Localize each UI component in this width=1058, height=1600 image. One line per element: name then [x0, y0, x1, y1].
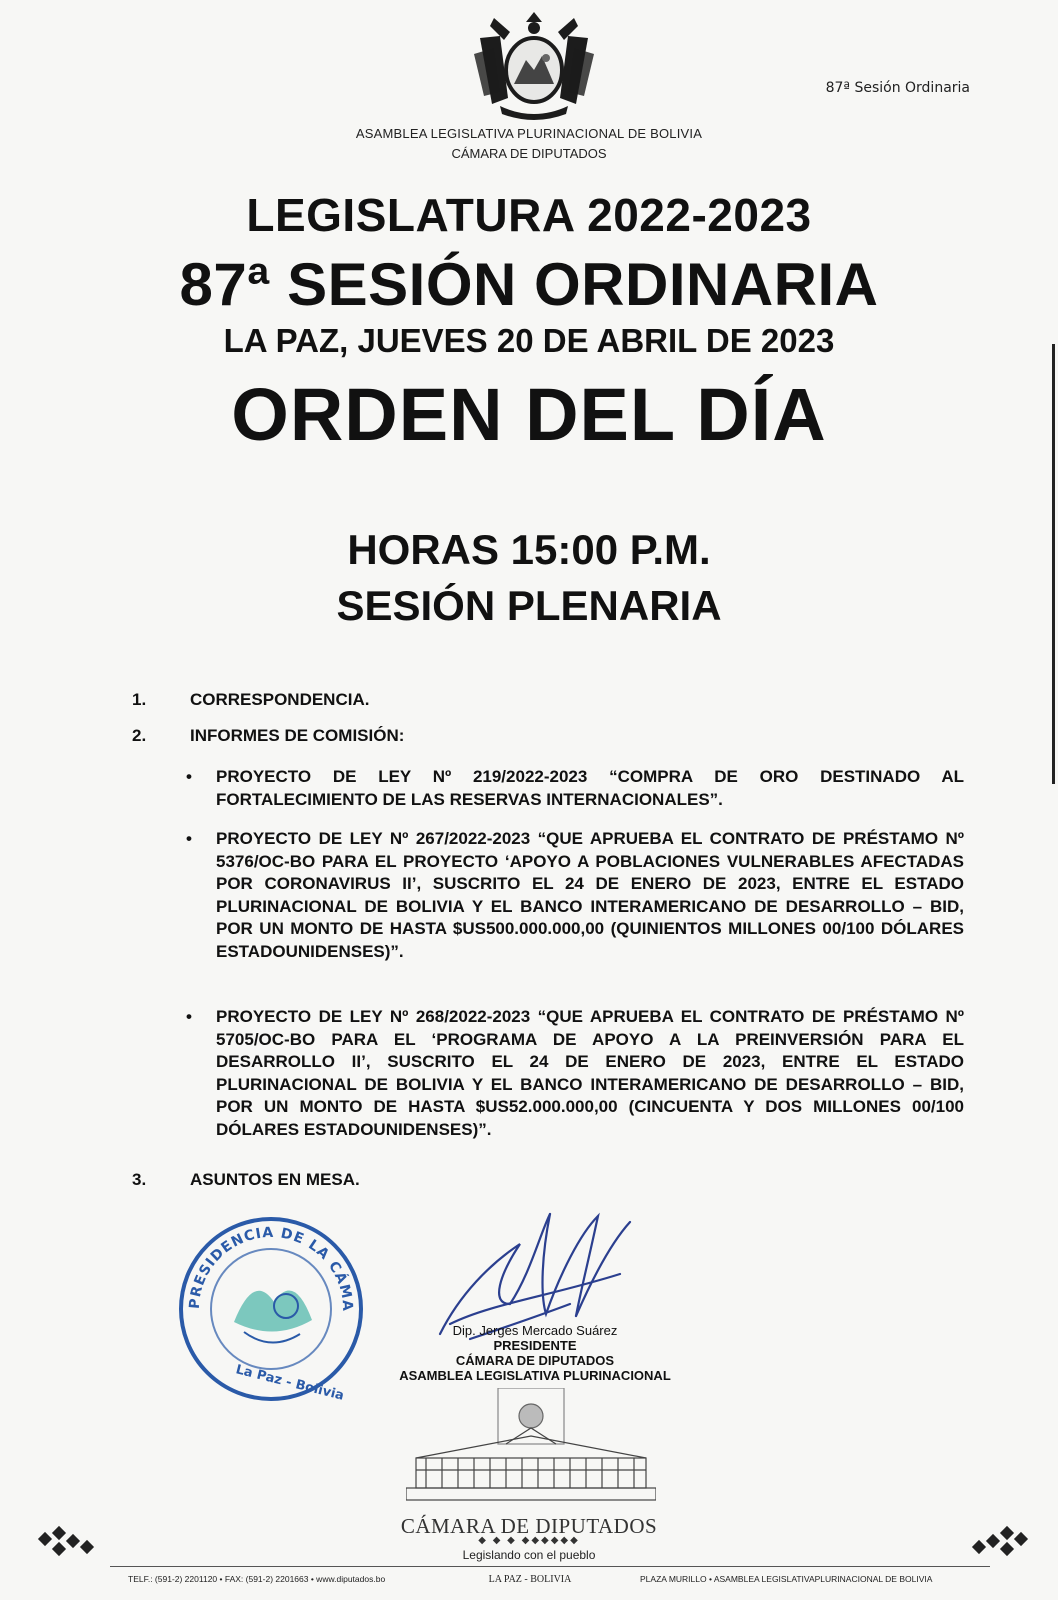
- signatory-title: PRESIDENTE: [493, 1338, 577, 1353]
- footer-ornament-icon: ◆ ◆ ◆ ◆◆◆◆◆◆: [478, 1535, 580, 1546]
- agenda-item-number: 2.: [132, 726, 147, 745]
- agenda-item-number: 3.: [132, 1170, 147, 1189]
- session-time: HORAS 15:00 P.M.: [347, 526, 711, 573]
- agenda-title: ORDEN DEL DÍA: [231, 373, 827, 456]
- decorative-pattern-icon: [966, 1524, 1030, 1569]
- footer-motto: Legislando con el pueblo: [462, 1548, 596, 1562]
- decorative-pattern-icon: [36, 1524, 100, 1569]
- svg-text:La Paz - Bolivia: La Paz - Bolivia: [234, 1362, 346, 1404]
- signatory-assembly: ASAMBLEA LEGISLATIVA PLURINACIONAL: [399, 1368, 671, 1383]
- bill-item: [186, 828, 964, 963]
- chamber-name: CÁMARA DE DIPUTADOS: [451, 146, 607, 161]
- footer-divider: [110, 1566, 990, 1567]
- footer-brand: CÁMARA DE DIPUTADOS: [400, 1514, 658, 1538]
- footer-contact: TELF.: (591-2) 2201120 • FAX: (591-2) 2201663 • www.diputados.bo: [128, 1574, 386, 1584]
- agenda-item-text: ASUNTOS EN MESA.: [190, 1170, 360, 1189]
- bullet-icon: •: [186, 767, 192, 786]
- agenda-item-number: 1.: [132, 690, 147, 709]
- bill-text: PROYECTO DE LEY Nº 267/2022-2023 “QUE APRUEBA EL CONTRATO DE PRÉSTAMO Nº 5376/OC-BO PARA EL PROYECTO ‘APOYO A POBLACIONES VULNERABLES AFECTADAS POR CORONAVIRUS II’, SUSCRITO EL 24 DE ENERO DE 2023, ENTRE EL ESTADO PLURINACIONAL DE BOLIVIA Y EL BANCO INTERAMERICANO DE DESARROLLO – BID, POR UN MONTO DE HASTA $US500.000.000,00 (QUINIENTOS MILLONES 00/100 DÓLARES ESTADOUNIDENSES)”.: [216, 829, 964, 961]
- bullet-icon: •: [186, 1007, 192, 1026]
- coat-of-arms-icon: [470, 8, 598, 129]
- agenda-item-text: INFORMES DE COMISIÓN:: [190, 726, 405, 745]
- signatory-chamber: CÁMARA DE DIPUTADOS: [455, 1353, 615, 1368]
- bill-text: PROYECTO DE LEY Nº 219/2022-2023 “COMPRA DE ORO DESTINADO AL FORTALECIMIENTO DE LAS RESERVAS INTERNACIONALES”.: [216, 767, 964, 809]
- session-label: 87ª Sesión Ordinaria: [825, 80, 970, 96]
- session-type: SESIÓN PLENARIA: [336, 582, 722, 629]
- official-stamp: [174, 1212, 368, 1411]
- bill-item: [186, 1006, 964, 1141]
- bill-item: [186, 766, 964, 811]
- bullet-icon: •: [186, 829, 192, 848]
- signatory-name: Dip. Jerges Mercado Suárez: [452, 1323, 618, 1338]
- agenda-item: [132, 690, 632, 714]
- institution-name: ASAMBLEA LEGISLATIVA PLURINACIONAL DE BOLIVIA: [355, 126, 703, 141]
- footer-address: PLAZA MURILLO • ASAMBLEA LEGISLATIVAPLURINACIONAL DE BOLIVIA: [640, 1574, 933, 1584]
- agenda-item-text: CORRESPONDENCIA.: [190, 690, 370, 709]
- footer-city: LA PAZ - BOLIVIA: [488, 1574, 572, 1585]
- svg-text:PRESIDENCIA DE LA CÁMARA DE DI: PRESIDENCIA DE LA CÁMA: [186, 1224, 356, 1313]
- scan-edge-divider: [1052, 344, 1055, 784]
- agenda-item: [132, 726, 632, 750]
- legislature-title: LEGISLATURA 2022-2023: [246, 189, 812, 241]
- bill-text: PROYECTO DE LEY Nº 268/2022-2023 “QUE APRUEBA EL CONTRATO DE PRÉSTAMO Nº 5705/OC-BO PARA EL ‘PROGRAMA DE APOYO A LA PREINVERSIÓN PARA EL DESARROLLO II’, SUSCRITO EL 24 DE ENERO DE 2023, ENTRE EL ESTADO PLURINACIONAL DE BOLIVIA Y EL BANCO INTERAMERICANO DE DESARROLLO – BID, POR UN MONTO DE HASTA $US52.000.000,00 (CINCUENTA Y DOS MILLONES 00/100 DÓLARES ESTADOUNIDENSES)”.: [216, 1007, 964, 1139]
- parliament-building-icon: [406, 1388, 656, 1513]
- session-date: LA PAZ, JUEVES 20 DE ABRIL DE 2023: [223, 322, 835, 359]
- agenda-item: [132, 1170, 632, 1194]
- session-title: 87ª SESIÓN ORDINARIA: [179, 251, 879, 318]
